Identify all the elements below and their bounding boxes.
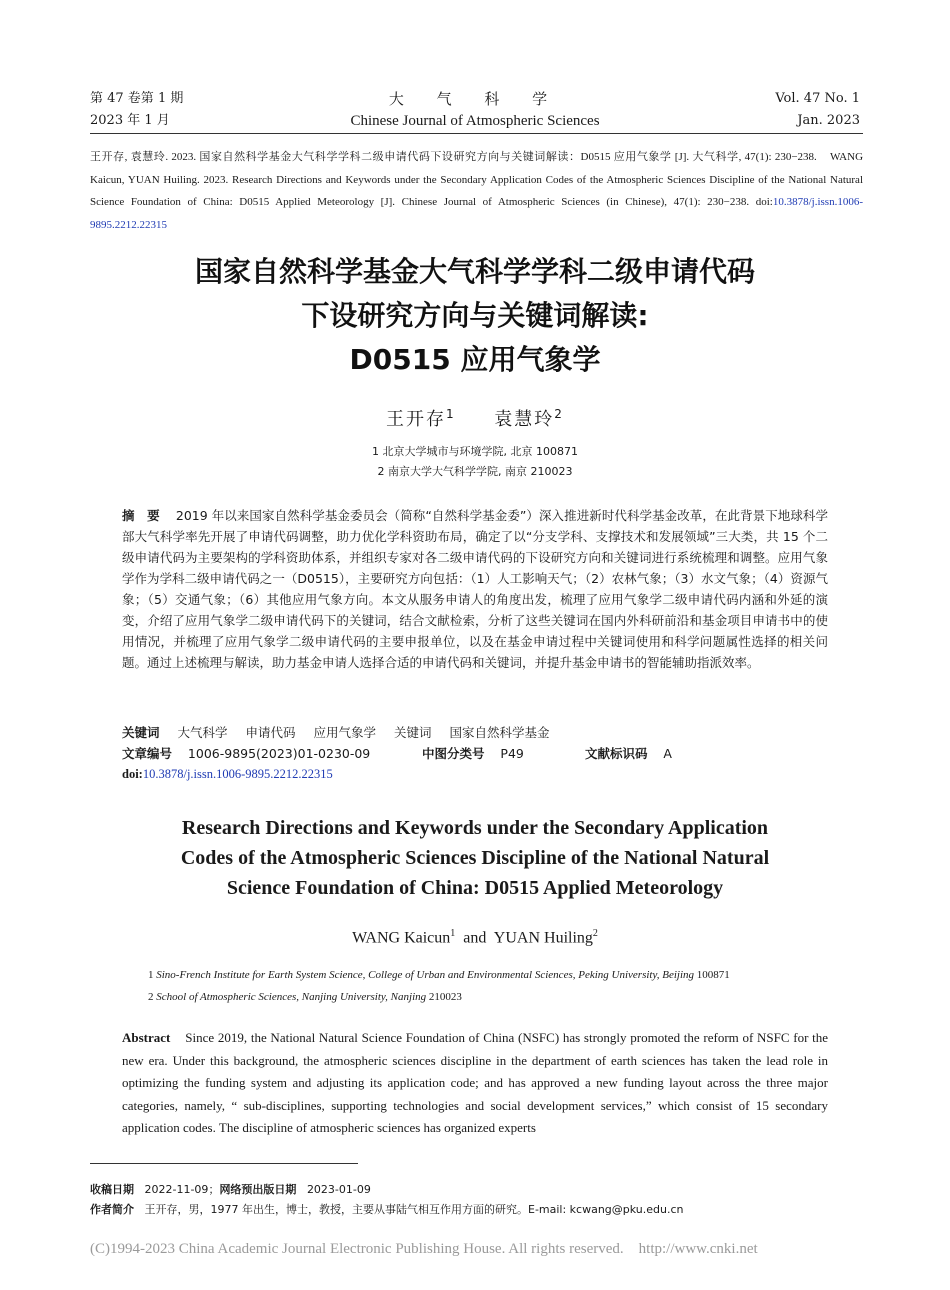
footnote-dates: 收稿日期 2022-11-09；网络预出版日期 2023-01-09 <box>90 1183 371 1196</box>
doc-code-label: 文献标识码 <box>585 746 648 761</box>
keyword-cn: 国家自然科学基金 <box>449 725 550 740</box>
author-en-2: YUAN Huiling <box>493 929 593 947</box>
keyword-cn: 申请代码 <box>245 725 296 740</box>
journal-name-cn: 大 气 科 学 <box>388 90 562 108</box>
affiliation-en-2-name: School of Atmospheric Sciences, Nanjing University, Nanjing <box>156 991 427 1003</box>
affiliation-en-2 <box>148 986 868 1008</box>
author-bio: 王开存，男，1977 年出生，博士，教授，主要从事陆气相互作用方面的研究。E-mail: kcwang@pku.edu.cn <box>144 1203 684 1216</box>
title-en <box>0 813 950 903</box>
abstract-cn-text: 2019 年以来国家自然科学基金委员会（简称“自然科学基金委”）深入推进新时代科学基金改革，在此背景下地球科学部大气科学率先开展了申请代码调整，助力优化学科资助布局，确定了以“分支学科、支撑技术和发展领域”三大类，共 15 个二级申请代码为主要架构的学科资助体系，并组织专家对各二级申请代码的下设研究方向和关键词进行系统梳理和调整。应用气象学作为学科二级申请代码之一（D0515），主要研究方向包括：（1）人工影响天气；（2）农林气象；（3）水文气象；（4）资源气象；（5）交通气象；（6）其他应用气象方向。本文从服务申请人的角度出发，梳理了应用气象学二级申请代码内涵和外延的演变，介绍了应用气象学二级申请代码下的关键词，结合文献检索，分析了这些关键词在国内外科研前沿和基金项目申请书中的使用情况，并梳理了应用气象学二级申请代码的主要申报单位，以及在基金申请过程中关键词使用和科学问题属性选择的相关问题。通过上述梳理与解读，助力基金申请人选择合适的申请代码和关键词，并提升基金申请书的智能辅助指派效率。 <box>122 508 828 670</box>
author-en-1: WANG Kaicun <box>352 929 451 947</box>
doi-label: doi: <box>122 767 143 781</box>
keywords-cn <box>122 722 828 743</box>
affiliation-en-1 <box>148 964 868 986</box>
authors-en <box>0 928 950 947</box>
header-date-cn: 2023 年 1 月 <box>90 113 170 128</box>
online-date: 2023-01-09 <box>306 1183 371 1196</box>
article-no <box>122 743 370 764</box>
abstract-cn <box>122 505 828 673</box>
affiliations-cn <box>0 442 950 482</box>
journal-name-en: Chinese Journal of Atmospheric Sciences <box>350 113 600 129</box>
affiliation-cn-1: 1 北京大学城市与环境学院, 北京 100871 <box>372 445 578 458</box>
keyword-cn: 应用气象学 <box>313 725 377 740</box>
citation-cn: 王开存, 袁慧玲. 2023. 国家自然科学基金大气科学学科二级申请代码下设研究方向与关键词解读：D0515 应用气象学 [J]. 大气科学, 47(1): 230−238. <box>90 151 817 163</box>
header-rule <box>90 133 863 134</box>
authors-en-and: and <box>463 929 487 947</box>
affiliation-en-2-code: 210023 <box>428 991 462 1003</box>
article-no-label: 文章编号 <box>122 746 173 761</box>
title-cn-line1: 国家自然科学基金大气科学学科二级申请代码 <box>194 255 755 288</box>
author-cn-2: 袁慧玲 <box>494 409 555 430</box>
header-issue-en <box>775 88 860 132</box>
header-volume-cn: 第 47 卷第 1 期 <box>90 91 184 106</box>
title-en-line2: Codes of the Atmospheric Sciences Discipline of the National Natural <box>180 847 770 869</box>
abstract-cn-label: 摘 要 <box>122 508 160 523</box>
abstract-en <box>122 1027 828 1140</box>
keyword-cn: 大气科学 <box>177 725 228 740</box>
header-volume-en: Vol. 47 No. 1 <box>775 91 860 106</box>
footnote-rule <box>90 1163 358 1164</box>
doc-code <box>585 743 672 764</box>
header-date-en: Jan. 2023 <box>797 113 860 128</box>
authors-cn <box>0 405 950 431</box>
title-cn <box>0 250 950 382</box>
doc-code-value: A <box>663 746 672 761</box>
copyright-watermark: (C)1994-2023 China Academic Journal Electronic Publishing House. All rights reserved. http://www.cnki.net <box>90 1241 758 1257</box>
keyword-cn: 关键词 <box>394 725 432 740</box>
clc-number <box>422 743 524 764</box>
received-date: 2022-11-09 <box>144 1183 209 1196</box>
keywords-cn-label: 关键词 <box>122 725 160 740</box>
affiliation-en-1-code: 100871 <box>696 969 730 981</box>
online-label: 网络预出版日期 <box>219 1183 297 1196</box>
author-en-2-sup: 2 <box>592 928 598 939</box>
clc-label: 中图分类号 <box>422 746 485 761</box>
author-cn-1: 王开存 <box>386 409 447 430</box>
citation-en: WANG Kaicun, YUAN Huiling. 2023. Research Directions and Keywords under the Secondary Application Codes of the Atmospheric Sciences Discipline of the National Natural Science Foundation of China: D0515 Applied Meteorology [J]. Chinese Journal of Atmospheric Sciences (in Chinese), 47(1): 230−238. doi: <box>90 151 864 208</box>
author-en-1-sup: 1 <box>450 928 456 939</box>
received-label: 收稿日期 <box>90 1183 134 1196</box>
title-en-line3: Science Foundation of China: D0515 Applied Meteorology <box>226 877 724 899</box>
abstract-en-text: Since 2019, the National Natural Science Foundation of China (NSFC) has strongly promoted the reform of NSFC for the new era. Under this background, the atmospheric sciences discipline in the department of earth sciences has taken the lead role in optimizing the funding system and adjusting its application code; and has approved a new funding layout across the three major categories, namely, “ sub-disciplines, supporting technologies and social development services,” which consist of 15 secondary application codes. The discipline of atmospheric sciences has organized experts <box>122 1030 829 1135</box>
clc-value: P49 <box>500 746 524 761</box>
footnote-author <box>90 1200 863 1220</box>
affiliation-en-2-num: 2 <box>148 991 154 1003</box>
affiliations-en <box>148 964 868 1008</box>
author-cn-1-sup: 1 <box>446 407 456 421</box>
title-en-line1: Research Directions and Keywords under the Secondary Application <box>181 817 769 839</box>
abstract-en-label: Abstract <box>122 1030 171 1045</box>
title-cn-line2: 下设研究方向与关键词解读: <box>301 299 649 332</box>
doi-line <box>122 764 333 785</box>
author-bio-label: 作者简介 <box>90 1203 134 1216</box>
author-cn-2-sup: 2 <box>554 407 564 421</box>
affiliation-cn-2: 2 南京大学大气科学学院, 南京 210023 <box>377 465 573 478</box>
citation-block <box>90 146 863 236</box>
affiliation-en-1-name: Sino-French Institute for Earth System Science, College of Urban and Environmental Sciences, Peking University, Beijing <box>156 969 695 981</box>
article-no-value: 1006-9895(2023)01-0230-09 <box>187 746 371 761</box>
doi-link[interactable]: 10.3878/j.issn.1006-9895.2212.22315 <box>142 767 333 781</box>
citation-doi-link[interactable]: 10.3878/j.issn.1006-9895.2212.22315 <box>90 196 863 231</box>
title-cn-line3: D0515 应用气象学 <box>349 343 601 376</box>
affiliation-en-1-num: 1 <box>148 969 154 981</box>
